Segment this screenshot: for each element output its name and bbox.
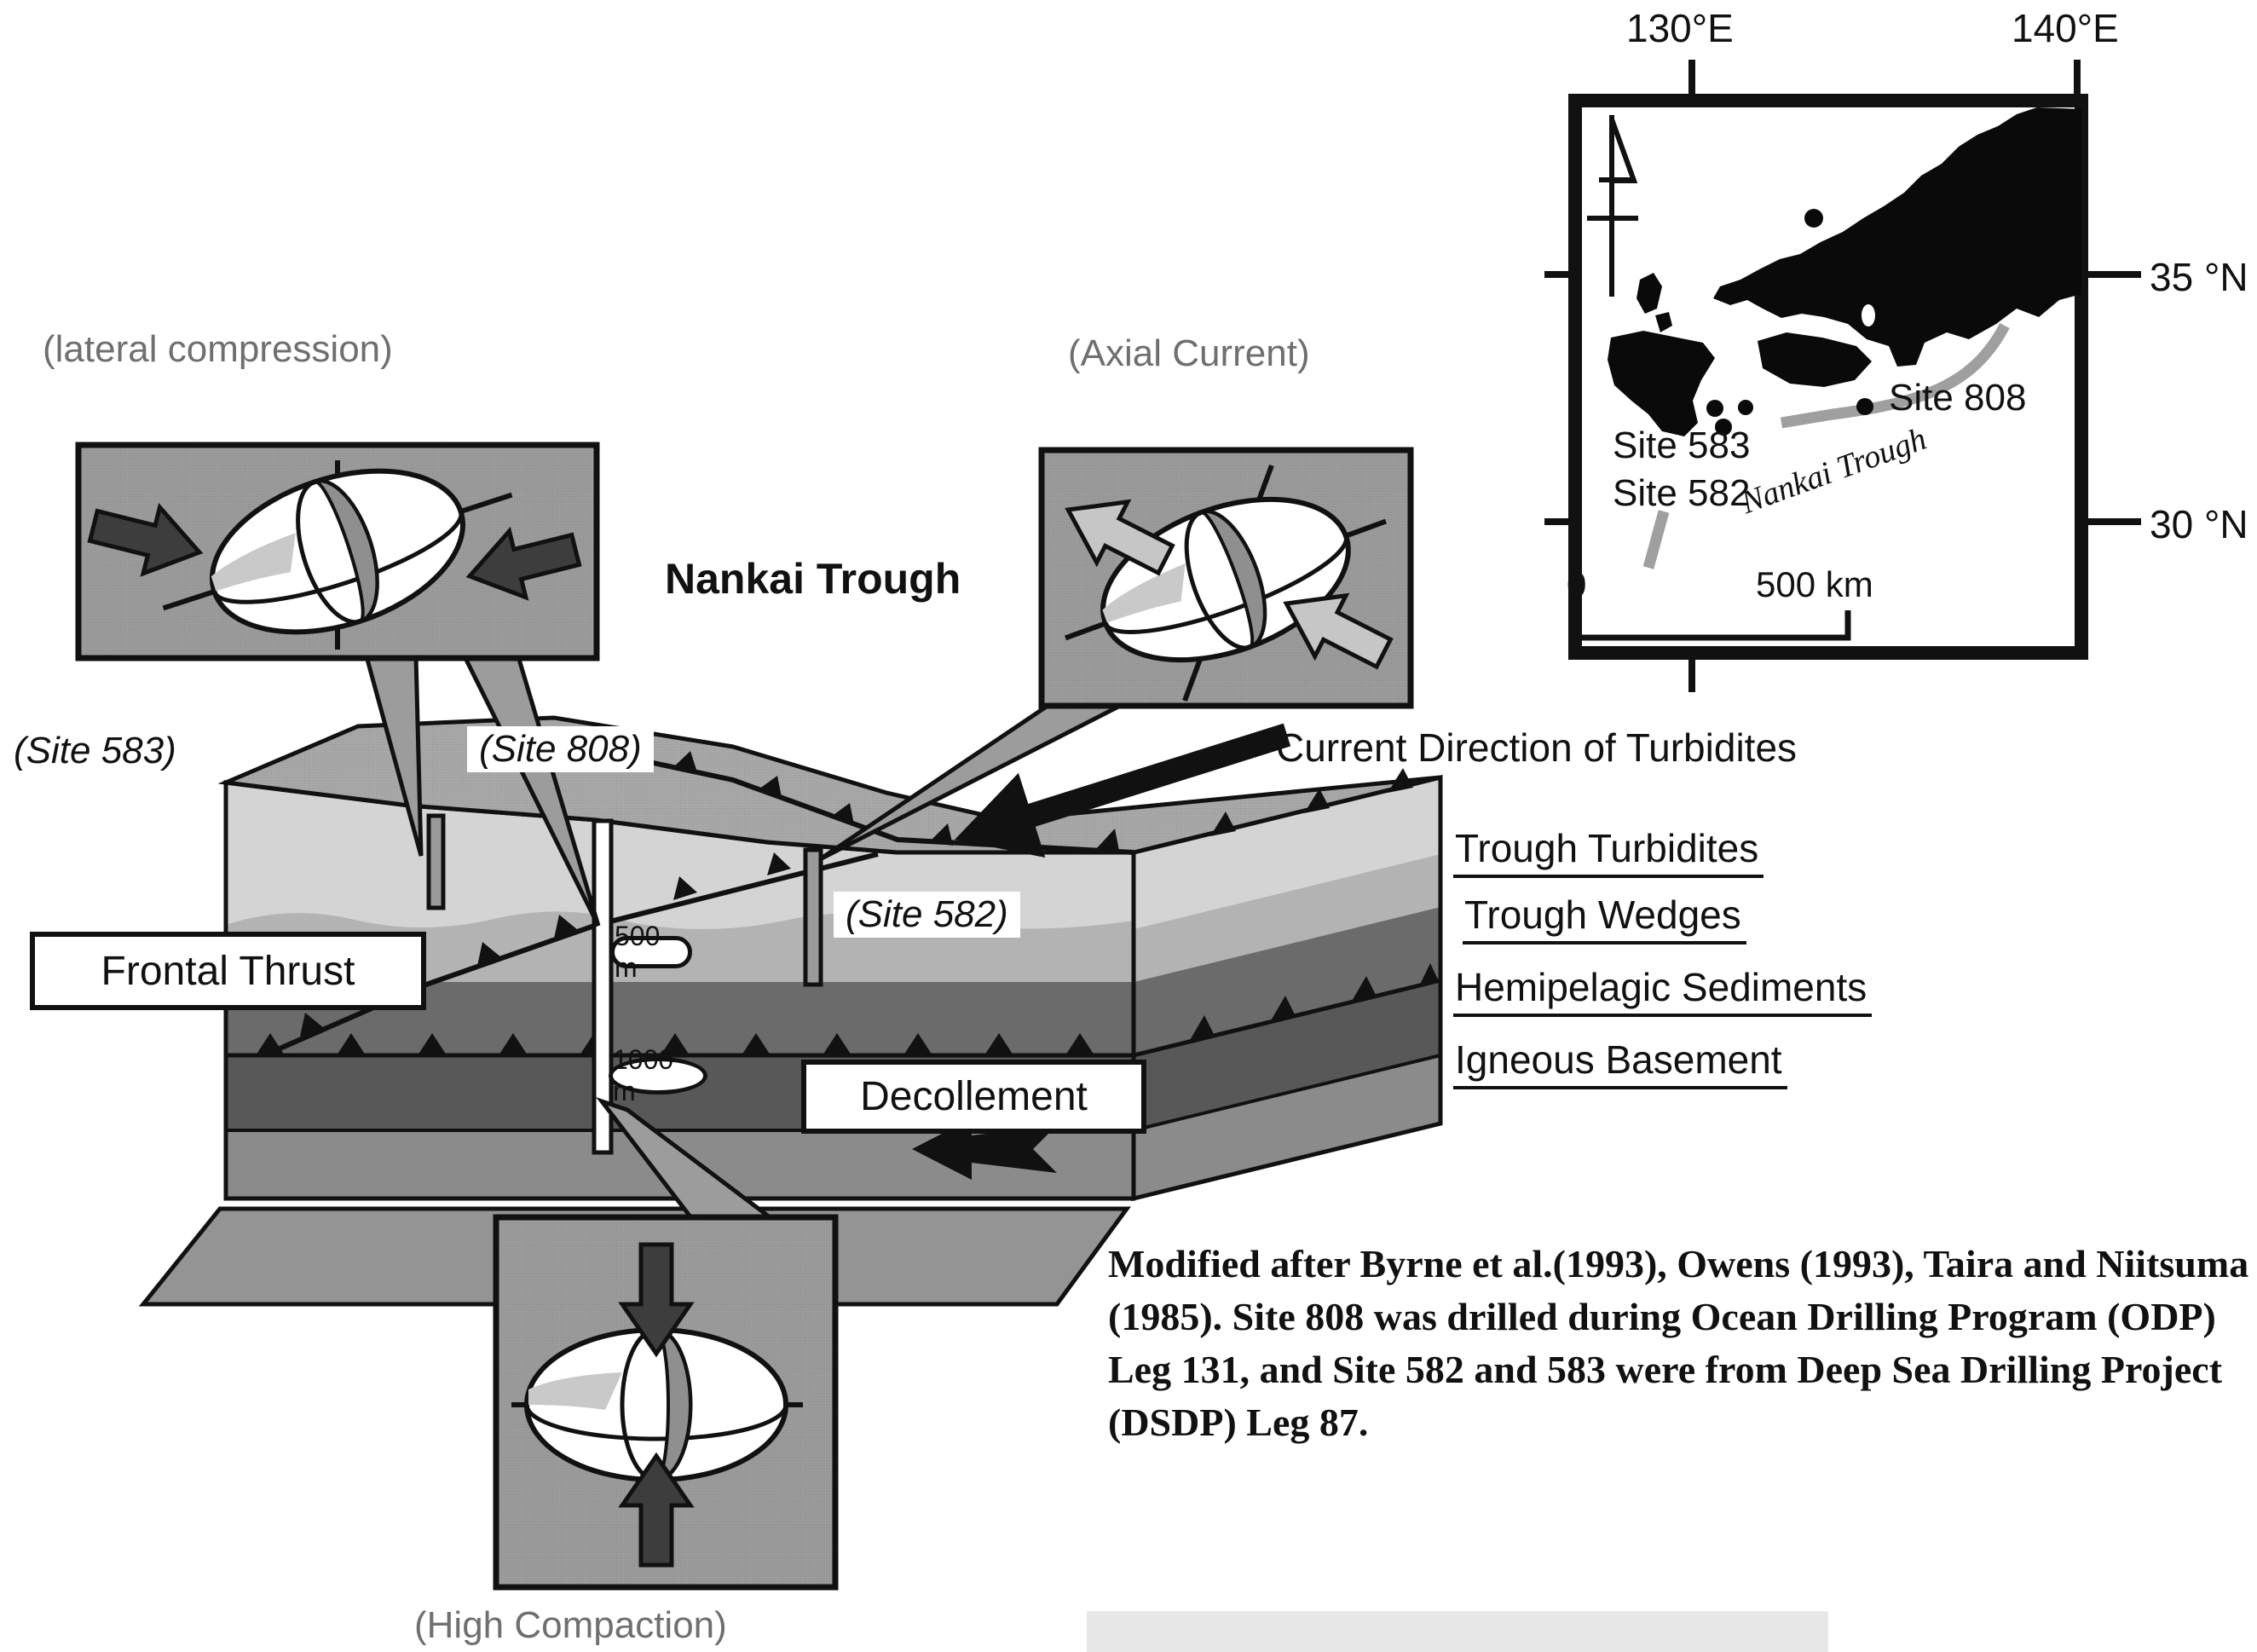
depth-500m-label: 500 m (615, 921, 661, 983)
borehole-site-583 (429, 816, 443, 908)
legend-igneous-basement: Igneous Basement (1453, 1037, 1787, 1089)
legend-hemipelagic-sediments: Hemipelagic Sediments (1453, 964, 1872, 1017)
axial-current-label: (Axial Current) (1068, 332, 1310, 374)
lateral-compression-label: (lateral compression) (43, 328, 393, 370)
site-582-label: (Site 582) (834, 892, 1020, 938)
caption-line-4: (DSDP) Leg 87. (1108, 1401, 1369, 1444)
map-lon-140e: 140°E (2012, 6, 2119, 50)
decollement-box (801, 1060, 1146, 1134)
site-583-label: (Site 583) (14, 730, 176, 771)
map-site-583-label: Site 583 (1613, 425, 1751, 466)
legend-trough-turbidites: Trough Turbidites (1453, 825, 1763, 878)
high-compaction-label: (High Compaction) (414, 1604, 727, 1646)
depth-500m-capsule (610, 921, 692, 983)
map-lat-30n: 30 °N (2150, 502, 2248, 546)
nankai-trough-title: Nankai Trough (665, 555, 961, 603)
frontal-thrust-label: Frontal Thrust (101, 948, 355, 994)
current-direction-label: Current Direction of Turbidites (1276, 725, 1798, 770)
lake-biwa (1862, 304, 1875, 326)
figure-caption (1108, 1238, 2249, 1449)
depth-1000m-capsule (609, 1044, 707, 1106)
map-scale-500km: 500 km (1756, 564, 1873, 604)
frontal-thrust-box (30, 932, 426, 1010)
depth-1000m-label: 1000 m (613, 1044, 674, 1106)
caption-line-3: Leg 131, and Site 582 and 583 were from Deep Sea Drilling Project (1108, 1348, 2223, 1391)
caption-line-1: Modified after Byrne et al.(1993), Owens (1993), Taira and Niitsuma (1108, 1242, 2249, 1285)
borehole-site-582 (805, 850, 821, 985)
site-808-label: (Site 808) (467, 726, 654, 772)
map-scale-zero: 0 (1567, 564, 1587, 604)
map-lat-35n: 35 °N (2150, 255, 2248, 299)
map-trough-label: Nankai Trough (1736, 420, 1931, 522)
map-site-582-label: Site 582 (1613, 472, 1751, 514)
caption-line-2: (1985). Site 808 was drilled during Ocean Drilling Program (ODP) (1108, 1295, 2216, 1338)
decollement-label: Decollement (860, 1074, 1088, 1119)
map-site-808-label: Site 808 (1889, 377, 2027, 419)
legend-trough-wedges: Trough Wedges (1463, 892, 1746, 944)
scan-artifact-strip (1087, 1611, 1828, 1652)
map-lon-130e: 130°E (1626, 6, 1734, 50)
